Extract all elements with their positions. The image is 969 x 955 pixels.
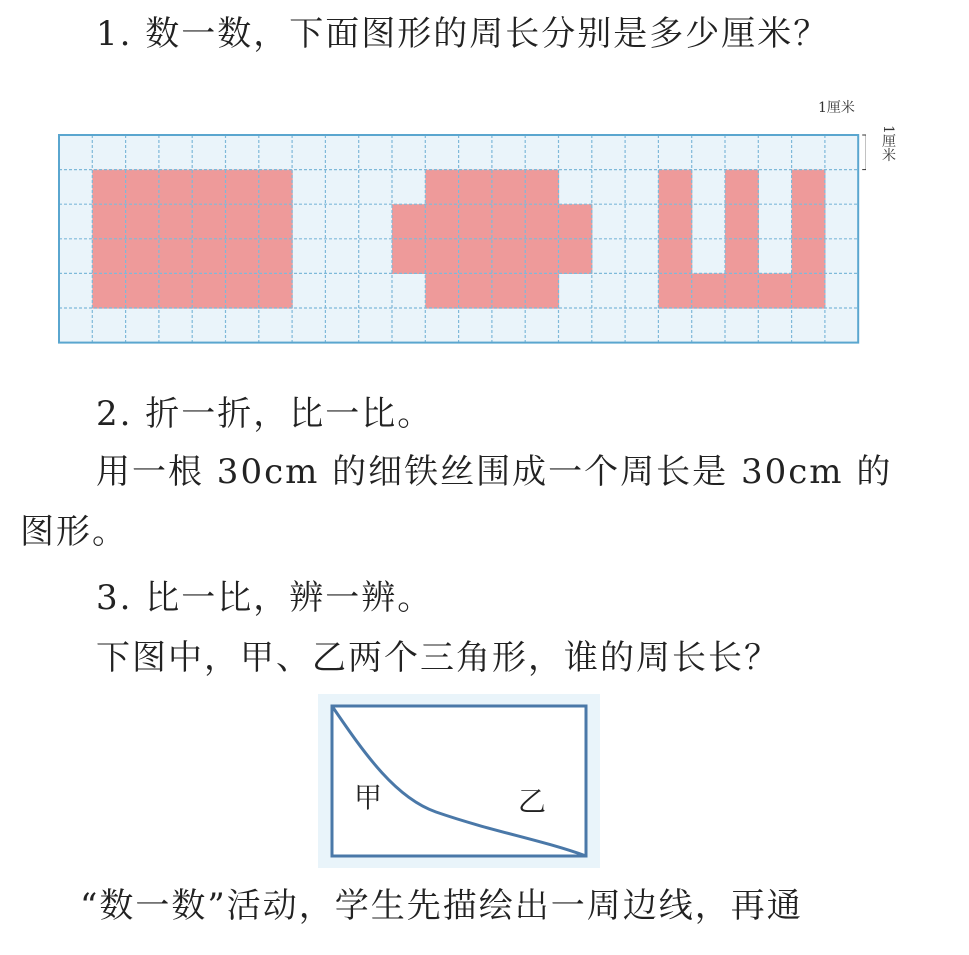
rectangle-shape-cell [126,170,160,205]
cross-shape-cell [525,204,559,239]
rectangle-shape-cell [226,273,260,308]
triangle-figure [318,694,600,868]
cross-shape-cell [459,239,493,274]
cross-shape-cell [492,273,526,308]
u-shape-cell [758,273,792,308]
rectangle-shape-cell [192,204,226,239]
cross-shape-cell [492,170,526,205]
cross-shape-cell [425,170,459,205]
rectangle-shape-cell [159,239,193,274]
cross-shape-cell [559,239,593,274]
question-2-body-line-1: 用一根 30cm 的细铁丝围成一个周长是 30cm 的 [96,452,893,492]
triangle-label-yi: 乙 [518,785,547,818]
cross-shape-cell [392,204,426,239]
cross-shape-cell [459,204,493,239]
rectangle-shape-cell [92,204,126,239]
cross-shape-cell [492,239,526,274]
rectangle-shape-cell [126,204,160,239]
grid-figure [56,132,866,344]
cross-shape-cell [525,170,559,205]
scale-label-vertical: 1厘米 [880,125,896,162]
scale-label-horizontal: 1厘米 [818,100,855,116]
cross-shape-cell [459,170,493,205]
rectangle-shape-cell [226,170,260,205]
rectangle-shape-cell [226,204,260,239]
question-3-body: 下图中，甲、乙两个三角形，谁的周长长？ [96,638,780,678]
cross-shape-cell [425,273,459,308]
rectangle-shape-cell [259,204,293,239]
question-3-title: 3. 比一比，辨一辨。 [96,578,434,618]
triangle-label-jia: 甲 [354,781,383,814]
cross-shape-cell [525,273,559,308]
u-shape-cell [725,273,759,308]
cross-shape-cell [392,239,426,274]
u-shape-cell [658,239,692,274]
cross-shape-cell [492,204,526,239]
cross-shape-cell [525,239,559,274]
u-shape-cell [725,239,759,274]
u-shape-cell [792,273,826,308]
rectangle-shape-cell [92,170,126,205]
question-2-body-line-2: 图形。 [20,512,128,552]
u-shape-cell [792,170,826,205]
rectangle-shape-cell [159,204,193,239]
rectangle-shape-cell [192,273,226,308]
cross-shape-cell [425,239,459,274]
u-shape-cell [692,273,726,308]
cross-shape-cell [559,204,593,239]
u-shape-cell [792,239,826,274]
rectangle-shape-cell [126,273,160,308]
rectangle-shape-cell [259,239,293,274]
rectangle-shape-cell [192,239,226,274]
cross-shape-cell [459,273,493,308]
rectangle-shape-cell [192,170,226,205]
cross-shape-cell [425,204,459,239]
u-shape-cell [792,204,826,239]
question-1-title: 1. 数一数，下面图形的周长分别是多少厘米？ [96,14,830,54]
u-shape-cell [658,170,692,205]
grid-diagram [56,132,866,344]
question-2-title: 2. 折一折，比一比。 [96,394,434,434]
rectangle-shape-cell [259,170,293,205]
rectangle-shape-cell [159,273,193,308]
u-shape-cell [725,170,759,205]
rectangle-shape-cell [126,239,160,274]
rectangle-shape-cell [159,170,193,205]
rectangle-shape-cell [259,273,293,308]
paragraph-text: “数一数”活动，学生先描绘出一周边线，再通 [80,886,803,926]
rectangle-shape-cell [92,239,126,274]
rectangle-shape-cell [226,239,260,274]
rectangle-shape-cell [92,273,126,308]
u-shape-cell [658,204,692,239]
u-shape-cell [658,273,692,308]
u-shape-cell [725,204,759,239]
